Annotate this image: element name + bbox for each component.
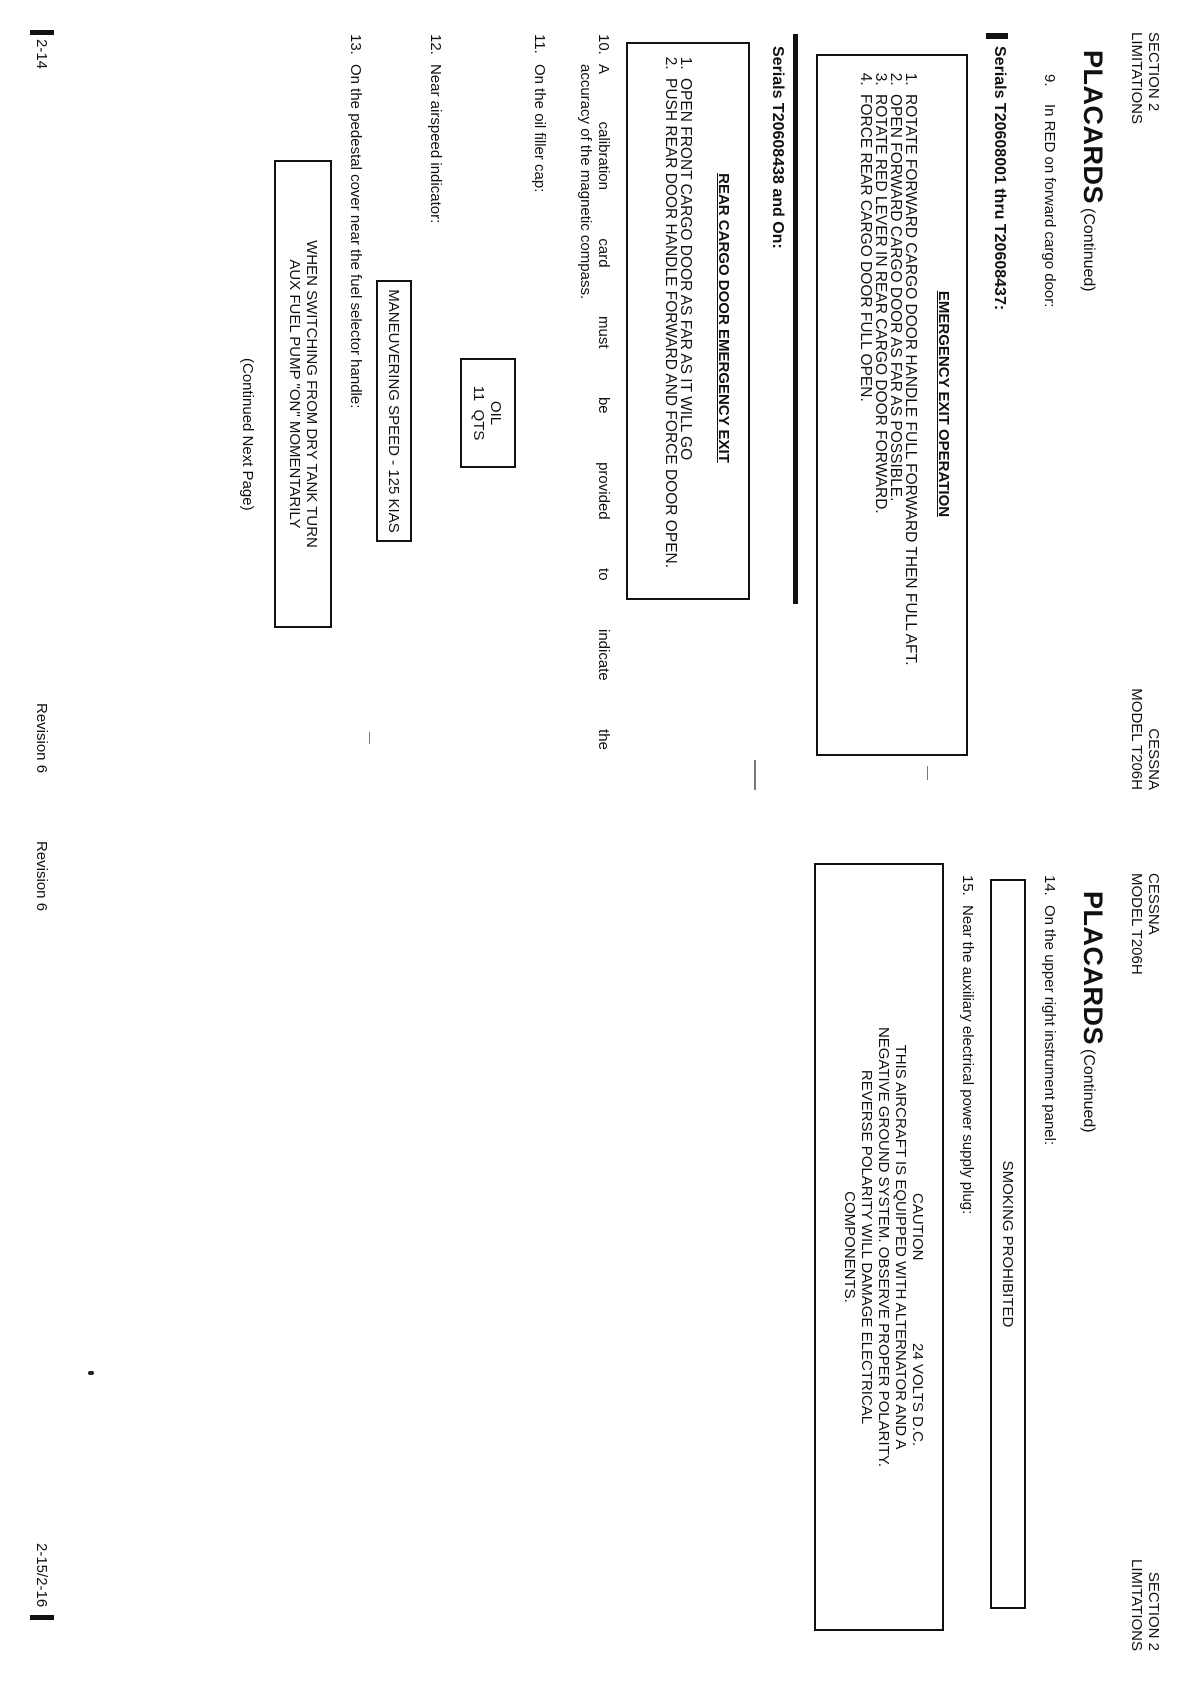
- item-number: 15.: [959, 875, 976, 896]
- item-14: [1041, 875, 1058, 1145]
- item-number: 12.: [427, 34, 444, 55]
- header-left: [1128, 873, 1162, 975]
- fuel-placard-line-1: WHEN SWITCHING FROM DRY TANK TURN: [303, 240, 320, 548]
- title-text: PLACARDS: [1078, 891, 1108, 1046]
- aux-fuel-pump-placard: [274, 160, 332, 628]
- emergency-exit-placard: [816, 54, 968, 756]
- caution-header: [909, 873, 926, 1621]
- item-number: 13.: [347, 34, 364, 55]
- rear-cargo-door-title: REAR CARGO DOOR EMERGENCY EXIT: [715, 173, 732, 463]
- maneuvering-speed-text: MANEUVERING SPEED - 125 KIAS: [385, 289, 402, 533]
- header-section: SECTION 2: [1145, 1571, 1162, 1651]
- footer-page-number: 2-14: [33, 39, 50, 70]
- serials-heading-b: Serials T20608438 and On:: [769, 46, 786, 249]
- item-text: On the oil filler cap:: [531, 64, 548, 193]
- header-make: CESSNA: [1145, 728, 1162, 790]
- item-number: 11.: [531, 34, 548, 54]
- smoking-prohibited-placard: [990, 879, 1026, 1609]
- continued-next-page: (Continued Next Page): [239, 358, 256, 511]
- item-text: In RED on forward cargo door:: [1041, 104, 1058, 308]
- caution-line: COMPONENTS.: [841, 1191, 858, 1303]
- external-power-caution-placard: [814, 863, 944, 1631]
- page-title: [1077, 891, 1108, 1133]
- step: 2. OPEN FORWARD CARGO DOOR AS FAR AS POSSIBLE.: [888, 90, 903, 740]
- header-limitations: LIMITATIONS: [1128, 32, 1145, 124]
- item-text: Near airspeed indicator:: [427, 64, 444, 224]
- header-model: MODEL T206H: [1128, 873, 1145, 975]
- title-text: PLACARDS: [1078, 50, 1108, 205]
- header-right: [1128, 670, 1162, 790]
- header-model: MODEL T206H: [1128, 688, 1145, 790]
- header-make: CESSNA: [1145, 873, 1162, 935]
- scan-mark: [754, 760, 756, 790]
- scan-mark: [88, 1371, 94, 1375]
- footer-page-number: 2-15/2-16: [33, 1543, 50, 1608]
- header-section: SECTION 2: [1145, 32, 1162, 112]
- item-text: A calibration card must be provided to indicate the: [595, 64, 612, 750]
- smoking-prohibited-text: SMOKING PROHIBITED: [999, 1160, 1016, 1328]
- item-number: 14.: [1041, 875, 1058, 896]
- scan-mark: [927, 766, 928, 780]
- title-continued: (Continued): [1080, 208, 1097, 292]
- item-text: On the pedestal cover near the fuel selector handle:: [347, 64, 364, 409]
- oil-label: OIL: [487, 400, 504, 426]
- fuel-placard-line-2: AUX FUEL PUMP "ON" MOMENTARILY: [286, 259, 303, 529]
- oil-quantity: 11 QTS: [470, 385, 487, 441]
- maneuvering-speed-placard: [376, 280, 412, 542]
- item-13: [347, 34, 364, 408]
- rear-cargo-door-steps: [663, 52, 693, 584]
- item-text: On the upper right instrument panel:: [1041, 905, 1058, 1146]
- caution-word: CAUTION: [909, 1193, 926, 1261]
- header-left: [1128, 32, 1162, 124]
- step: 1. OPEN FRONT CARGO DOOR AS FAR AS IT WILL GO: [678, 74, 693, 584]
- item-12: [427, 34, 444, 223]
- rear-cargo-door-placard: [626, 42, 750, 600]
- page-title: [1077, 50, 1108, 292]
- emergency-exit-steps: [858, 68, 918, 740]
- caution-volts: 24 VOLTS D.C.: [909, 1343, 926, 1447]
- step: 3. ROTATE RED LEVER IN REAR CARGO DOOR FORWARD.: [873, 90, 888, 740]
- revision-bar: [986, 33, 1008, 39]
- step: 2. PUSH REAR DOOR HANDLE FORWARD AND FORCE DOOR OPEN.: [663, 74, 678, 584]
- step: 1. ROTATE FORWARD CARGO DOOR HANDLE FULL FORWARD THEN FULL AFT.: [903, 90, 918, 740]
- item-text: Near the auxiliary electrical power supply plug:: [959, 905, 976, 1215]
- caution-line: THIS AIRCRAFT IS EQUIPPED WITH ALTERNATOR AND A: [892, 1044, 909, 1450]
- footer-revision: Revision 6: [33, 841, 50, 912]
- revision-bar: [793, 34, 798, 604]
- scan-mark: [369, 732, 370, 744]
- emergency-exit-title: EMERGENCY EXIT OPERATION: [935, 290, 952, 518]
- item-11: [531, 34, 548, 192]
- item-15: [959, 875, 976, 1214]
- oil-cap-placard: [460, 358, 516, 468]
- item-10-continuation: accuracy of the magnetic compass.: [577, 64, 594, 300]
- item-number: 9.: [1041, 74, 1058, 87]
- caution-line: REVERSE POLARITY WILL DAMAGE ELECTRICAL: [858, 1069, 875, 1425]
- page-2-14: [0, 0, 1190, 841]
- item-number: 10.: [595, 34, 612, 55]
- revision-bar: [30, 30, 54, 35]
- item-10: [595, 34, 612, 750]
- caution-line: NEGATIVE GROUND SYSTEM. OBSERVE PROPER POLARITY.: [875, 1026, 892, 1468]
- page-2-15-2-16: [0, 841, 1190, 1682]
- step: 4. FORCE REAR CARGO DOOR FULL OPEN.: [858, 90, 873, 740]
- header-right: [1128, 1521, 1162, 1651]
- revision-bar: [30, 1615, 54, 1620]
- title-continued: (Continued): [1080, 1049, 1097, 1133]
- item-9: [1041, 74, 1058, 307]
- footer-revision: Revision 6: [33, 703, 50, 774]
- header-limitations: LIMITATIONS: [1128, 1559, 1145, 1651]
- serials-heading-a: Serials T20608001 thru T20608437:: [991, 46, 1008, 311]
